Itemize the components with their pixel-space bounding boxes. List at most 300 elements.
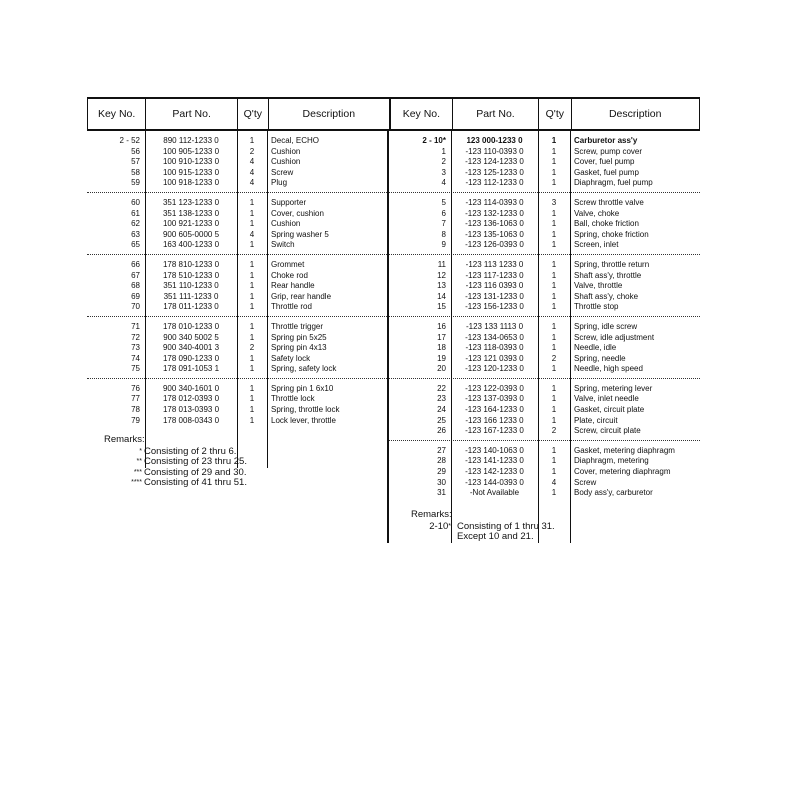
part-no-cell: -123 136-1063 0	[465, 219, 524, 229]
part-no-cell: -123 132-1233 0	[465, 208, 524, 218]
table-row	[87, 260, 389, 271]
part-no-cell: 178 091-1053 1	[162, 364, 220, 374]
qty-cell: 2	[551, 353, 557, 363]
part-no-cell: 900 340-1601 0	[162, 383, 220, 393]
key-no-cell: 77	[131, 394, 140, 404]
table-row	[87, 271, 389, 282]
table-row	[389, 426, 700, 437]
description-cell: Diaphragm, metering	[574, 456, 649, 466]
table-row	[87, 178, 389, 189]
qty-cell: 1	[551, 445, 557, 455]
remarks-title: Remarks:	[104, 434, 145, 445]
key-no-cell: 59	[131, 178, 140, 188]
key-no-cell: 23	[437, 394, 446, 404]
table-row	[389, 178, 700, 189]
description-cell: Carburetor ass'y	[574, 136, 638, 145]
description-cell: Shaft ass'y, throttle	[574, 270, 642, 280]
description-cell: Grip, rear handle	[271, 291, 332, 301]
key-no-cell: 73	[131, 343, 140, 353]
part-no-cell: -123 156-1233 0	[465, 302, 524, 312]
qty-cell: 2	[249, 146, 255, 156]
part-no-cell: 178 810-1233 0	[162, 259, 220, 269]
key-no-cell: 16	[437, 321, 446, 331]
key-no-cell: 65	[131, 240, 140, 250]
key-no-cell: 79	[131, 415, 140, 425]
qty-cell: 1	[551, 229, 557, 239]
key-no-cell: 9	[441, 240, 446, 250]
table-row	[389, 302, 700, 313]
qty-cell: 4	[249, 229, 255, 239]
column-divider	[451, 131, 452, 543]
key-no-cell: 76	[131, 383, 140, 393]
description-cell: Spring, throttle lock	[271, 405, 340, 415]
description-cell: Spring, safety lock	[271, 364, 337, 374]
key-no-cell: 69	[131, 291, 140, 301]
qty-cell: 1	[249, 364, 255, 374]
description-cell: Cushion	[271, 146, 301, 156]
qty-cell: 1	[551, 167, 557, 177]
description-cell: Cushion	[271, 219, 301, 229]
part-no-cell: -123 140-1063 0	[465, 445, 524, 455]
description-cell: Switch	[271, 240, 295, 250]
part-no-cell: -123 122-0393 0	[465, 383, 524, 393]
part-no-cell: -123 118-0393 0	[465, 343, 524, 353]
table-row	[87, 343, 389, 354]
key-no-cell: 3	[441, 167, 446, 177]
qty-cell: 1	[249, 415, 255, 425]
header-part-no: Part No.	[146, 99, 238, 129]
key-no-cell: 78	[131, 405, 140, 415]
qty-cell: 1	[551, 488, 557, 498]
table-row	[389, 271, 700, 282]
description-cell: Spring pin 1 6x10	[271, 383, 334, 393]
key-no-cell: 68	[131, 281, 140, 291]
key-no-cell: 1	[441, 146, 446, 156]
table-row	[389, 394, 700, 405]
table-row	[87, 219, 389, 230]
description-cell: Spring pin 5x25	[271, 332, 327, 342]
remarks-list	[104, 447, 247, 489]
remarks-text: Consisting of 1 thru 31.	[457, 520, 555, 532]
description-cell: Throttle trigger	[271, 321, 324, 331]
qty-cell: 1	[551, 467, 557, 477]
table-row	[389, 456, 700, 467]
table-row	[389, 405, 700, 416]
part-no-cell: -123 144-0393 0	[465, 477, 524, 487]
description-cell: Cover, fuel pump	[574, 157, 635, 167]
part-no-cell: -123 124-1233 0	[465, 157, 524, 167]
qty-cell: 1	[249, 259, 255, 269]
qty-cell: 2	[551, 426, 557, 436]
description-cell: Diaphragm, fuel pump	[574, 178, 653, 188]
description-cell: Valve, throttle	[574, 281, 623, 291]
key-no-cell: 27	[437, 445, 446, 455]
remarks-mark: **	[136, 458, 142, 465]
qty-cell: 1	[249, 240, 255, 250]
qty-cell: 4	[551, 477, 557, 487]
part-no-cell: -123 112-1233 0	[465, 178, 524, 188]
qty-cell: 1	[249, 383, 255, 393]
part-no-cell: 123 000-1233 0	[466, 136, 523, 145]
qty-cell: 1	[551, 259, 557, 269]
row-group	[87, 379, 389, 429]
column-divider	[538, 131, 539, 543]
description-cell: Throttle lock	[271, 394, 315, 404]
key-no-cell: 29	[437, 467, 446, 477]
description-cell: Rear handle	[271, 281, 315, 291]
qty-cell: 1	[551, 281, 557, 291]
part-no-cell: 100 918-1233 0	[162, 178, 220, 188]
part-no-cell: -123 134-0653 0	[465, 332, 524, 342]
qty-cell: 1	[551, 415, 557, 425]
table-row	[389, 198, 700, 209]
qty-cell: 1	[551, 383, 557, 393]
key-no-cell: 22	[437, 383, 446, 393]
table-row	[389, 230, 700, 241]
part-no-cell: -123 166 1233 0	[465, 415, 524, 425]
part-no-cell: -123 133 1113 0	[465, 321, 524, 331]
part-no-cell: 178 013-0393 0	[162, 405, 220, 415]
table-row	[389, 478, 700, 489]
qty-cell: 4	[249, 157, 255, 167]
table-row	[389, 168, 700, 179]
table-row	[389, 147, 700, 158]
description-cell: Gasket, fuel pump	[574, 167, 639, 177]
part-no-cell: 100 915-1233 0	[162, 167, 220, 177]
qty-cell: 1	[249, 270, 255, 280]
remarks-key: 2-10*	[429, 520, 451, 532]
part-no-cell: -123 113 1233 0	[465, 259, 524, 269]
column-divider	[267, 131, 268, 468]
qty-cell: 2	[249, 343, 255, 353]
qty-cell: 1	[551, 343, 557, 353]
qty-cell: 1	[551, 321, 557, 331]
table-row	[87, 157, 389, 168]
remarks-title: Remarks:	[411, 509, 452, 520]
key-no-cell: 66	[131, 259, 140, 269]
description-cell: Ball, choke friction	[574, 219, 639, 229]
part-no-cell: -123 167-1233 0	[465, 426, 524, 436]
part-no-cell: -123 121 0393 0	[465, 353, 524, 363]
remarks-mark: ****	[131, 479, 142, 486]
qty-cell: 1	[551, 394, 557, 404]
table-row	[87, 416, 389, 427]
remarks-text: Except 10 and 21.	[457, 531, 534, 542]
key-no-cell: 28	[437, 456, 446, 466]
qty-cell: 1	[249, 394, 255, 404]
row-group	[389, 131, 700, 193]
description-cell: Screw, idle adjustment	[574, 332, 655, 342]
description-cell: Body ass'y, carburetor	[574, 488, 653, 498]
qty-cell: 1	[249, 281, 255, 291]
header-description: Description	[608, 108, 662, 120]
description-cell: Screw throttle valve	[574, 197, 644, 207]
row-group	[389, 255, 700, 317]
qty-cell: 1	[551, 146, 557, 156]
qty-cell: 1	[551, 456, 557, 466]
description-cell: Screw	[271, 167, 294, 177]
qty-cell: 1	[249, 197, 255, 207]
description-cell: Screen, inlet	[574, 240, 619, 250]
description-cell: Valve, inlet needle	[574, 394, 639, 404]
qty-cell: 1	[551, 136, 557, 145]
part-no-cell: 178 012-0393 0	[162, 394, 220, 404]
qty-cell: 3	[551, 197, 557, 207]
column-divider	[145, 131, 146, 468]
key-no-cell: 2 - 52	[119, 136, 140, 145]
header-qty: Q'ty	[238, 99, 269, 129]
table-left-border	[387, 131, 389, 543]
table-row	[389, 209, 700, 220]
key-no-cell: 57	[131, 157, 140, 167]
description-cell: Needle, idle	[574, 343, 617, 353]
qty-cell: 1	[249, 302, 255, 312]
table-row	[87, 281, 389, 292]
table-row	[87, 394, 389, 405]
part-no-cell: 900 605-0000 5	[162, 229, 220, 239]
key-no-cell: 20	[437, 364, 446, 374]
row-group	[389, 441, 700, 502]
part-no-cell: 100 905-1233 0	[162, 146, 220, 156]
part-no-cell: 351 110-1233 0	[163, 281, 219, 291]
qty-cell: 1	[551, 332, 557, 342]
part-no-cell: 178 011-1233 0	[163, 302, 219, 312]
qty-cell: 1	[249, 353, 255, 363]
column-divider	[237, 131, 238, 468]
part-no-cell: -123 135-1063 0	[465, 229, 524, 239]
description-cell: Spring, choke friction	[574, 229, 649, 239]
key-no-cell: 62	[131, 219, 140, 229]
description-cell: Shaft ass'y, choke	[574, 291, 639, 301]
table-row	[389, 343, 700, 354]
remarks-line	[411, 532, 555, 543]
table-row	[87, 136, 389, 147]
description-cell: Plate, circuit	[574, 415, 618, 425]
key-no-cell: 19	[437, 353, 446, 363]
description-cell: Plug	[271, 178, 288, 188]
qty-cell: 1	[249, 405, 255, 415]
description-cell: Safety lock	[271, 353, 311, 363]
key-no-cell: 31	[437, 488, 446, 498]
right-table-header	[389, 97, 700, 131]
left-table-body	[87, 131, 389, 429]
part-no-cell: 100 910-1233 0	[162, 157, 220, 167]
description-cell: Cover, cushion	[271, 208, 324, 218]
description-cell: Spring, metering lever	[574, 383, 653, 393]
description-cell: Screw	[574, 477, 597, 487]
qty-cell: 1	[551, 219, 557, 229]
header-description: Description	[302, 108, 356, 120]
description-cell: Throttle rod	[271, 302, 312, 312]
part-no-cell: 351 138-1233 0	[162, 208, 220, 218]
key-no-cell: 26	[437, 426, 446, 436]
key-no-cell: 15	[437, 302, 446, 312]
key-no-cell: 8	[441, 229, 446, 239]
description-cell: Choke rod	[271, 270, 308, 280]
table-row	[87, 292, 389, 303]
description-cell: Supporter	[271, 197, 307, 207]
key-no-cell: 7	[441, 219, 446, 229]
qty-cell: 1	[551, 270, 557, 280]
key-no-cell: 2	[441, 157, 446, 167]
table-row	[87, 230, 389, 241]
row-group	[87, 131, 389, 193]
part-no-cell: -123 164-1233 0	[465, 405, 524, 415]
part-no-cell: 163 400-1233 0	[162, 240, 220, 250]
right-table-body	[389, 131, 700, 502]
remarks-mark: *	[139, 447, 142, 455]
table-row	[87, 198, 389, 209]
key-no-cell: 24	[437, 405, 446, 415]
part-no-cell: -123 141-1233 0	[465, 456, 524, 466]
key-no-cell: 75	[131, 364, 140, 374]
table-row	[389, 240, 700, 251]
header-qty: Q'ty	[539, 99, 571, 129]
header-key-no: Key No.	[88, 99, 146, 129]
description-cell: Spring washer 5	[271, 229, 329, 239]
row-group	[389, 379, 700, 441]
part-no-cell: -Not Available	[469, 488, 520, 498]
qty-cell: 1	[551, 405, 557, 415]
description-cell: Decal, ECHO	[271, 136, 320, 145]
key-no-cell: 61	[131, 208, 140, 218]
remarks-text: Consisting of 41 thru 51.	[144, 477, 247, 488]
part-no-cell: 178 510-1233 0	[162, 270, 220, 280]
key-no-cell: 17	[437, 332, 446, 342]
part-no-cell: -123 125-1233 0	[465, 167, 524, 177]
qty-cell: 1	[551, 240, 557, 250]
qty-cell: 1	[551, 291, 557, 301]
table-row	[87, 384, 389, 395]
column-divider	[570, 131, 571, 543]
qty-cell: 1	[249, 332, 255, 342]
description-cell: Valve, choke	[574, 208, 620, 218]
left-parts-table	[87, 97, 389, 429]
table-row	[389, 364, 700, 375]
table-row	[389, 322, 700, 333]
key-no-cell: 67	[131, 270, 140, 280]
table-row	[389, 260, 700, 271]
table-row	[87, 302, 389, 313]
description-cell: Gasket, circuit plate	[574, 405, 645, 415]
key-no-cell: 2 - 10*	[422, 136, 446, 145]
description-cell: Cover, metering diaphragm	[574, 467, 671, 477]
qty-cell: 1	[249, 321, 255, 331]
key-no-cell: 63	[131, 229, 140, 239]
part-no-cell: -123 126-0393 0	[465, 240, 524, 250]
qty-cell: 1	[249, 208, 255, 218]
table-row	[389, 384, 700, 395]
key-no-cell: 13	[437, 281, 446, 291]
key-no-cell: 12	[437, 270, 446, 280]
key-no-cell: 4	[441, 178, 446, 188]
key-no-cell: 60	[131, 197, 140, 207]
part-no-cell: -123 142-1233 0	[465, 467, 524, 477]
key-no-cell: 5	[441, 197, 446, 207]
table-row	[87, 405, 389, 416]
left-remarks	[104, 435, 247, 489]
qty-cell: 1	[551, 178, 557, 188]
description-cell: Needle, high speed	[574, 364, 643, 374]
part-no-cell: 178 090-1233 0	[162, 353, 220, 363]
part-no-cell: 890 112-1233 0	[163, 136, 219, 145]
description-cell: Screw, circuit plate	[574, 426, 641, 436]
table-row	[389, 292, 700, 303]
remarks-text: Consisting of 2 thru 6.	[144, 445, 237, 457]
row-group	[389, 317, 700, 379]
key-no-cell: 74	[131, 353, 140, 363]
table-row	[87, 240, 389, 251]
key-no-cell: 71	[131, 321, 140, 331]
description-cell: Spring, idle screw	[574, 321, 638, 331]
key-no-cell: 6	[441, 208, 446, 218]
remarks-text: Consisting of 29 and 30.	[144, 466, 247, 478]
table-row	[87, 354, 389, 365]
part-no-cell: -123 120-1233 0	[465, 364, 524, 374]
table-row	[87, 333, 389, 344]
remarks-item	[104, 457, 247, 468]
table-row	[389, 157, 700, 168]
left-table-header	[87, 97, 389, 131]
part-no-cell: 351 123-1233 0	[162, 197, 220, 207]
part-no-cell: 178 008-0343 0	[162, 415, 220, 425]
part-no-cell: -123 116 0393 0	[465, 281, 524, 291]
qty-cell: 1	[249, 219, 255, 229]
row-group	[87, 255, 389, 317]
row-group	[389, 193, 700, 255]
remarks-mark: ***	[133, 468, 142, 476]
table-row	[389, 488, 700, 499]
description-cell: Cushion	[271, 157, 301, 167]
qty-cell: 4	[249, 167, 255, 177]
table-row	[389, 354, 700, 365]
key-no-cell: 30	[437, 477, 446, 487]
description-cell: Gasket, metering diaphragm	[574, 445, 675, 455]
qty-cell: 1	[551, 208, 557, 218]
description-cell: Spring, needle	[574, 353, 626, 363]
row-group	[87, 317, 389, 379]
key-no-cell: 14	[437, 291, 446, 301]
part-no-cell: 900 340 5002 5	[163, 332, 219, 342]
part-no-cell: -123 114-0393 0	[465, 197, 524, 207]
description-cell: Spring pin 4x13	[271, 343, 327, 353]
qty-cell: 1	[249, 291, 255, 301]
key-no-cell: 11	[437, 259, 446, 269]
description-cell: Lock lever, throttle	[271, 415, 336, 425]
table-row	[87, 168, 389, 179]
part-no-cell: 351 111-1233 0	[163, 291, 219, 301]
part-no-cell: -123 137-0393 0	[465, 394, 524, 404]
table-row	[87, 364, 389, 375]
table-row	[389, 416, 700, 427]
table-row	[389, 333, 700, 344]
key-no-cell: 72	[131, 332, 140, 342]
right-parts-table	[389, 97, 700, 502]
key-no-cell: 58	[131, 167, 140, 177]
row-group	[87, 193, 389, 255]
table-row	[389, 219, 700, 230]
right-remarks	[411, 510, 555, 543]
part-no-cell: -123 131-1233 0	[465, 291, 524, 301]
key-no-cell: 70	[131, 302, 140, 312]
description-cell: Spring, throttle return	[574, 259, 650, 269]
qty-cell: 1	[551, 364, 557, 374]
table-row	[87, 147, 389, 158]
qty-cell: 1	[551, 302, 557, 312]
header-part-no: Part No.	[453, 99, 539, 129]
description-cell: Grommet	[271, 259, 305, 269]
key-no-cell: 25	[437, 415, 446, 425]
